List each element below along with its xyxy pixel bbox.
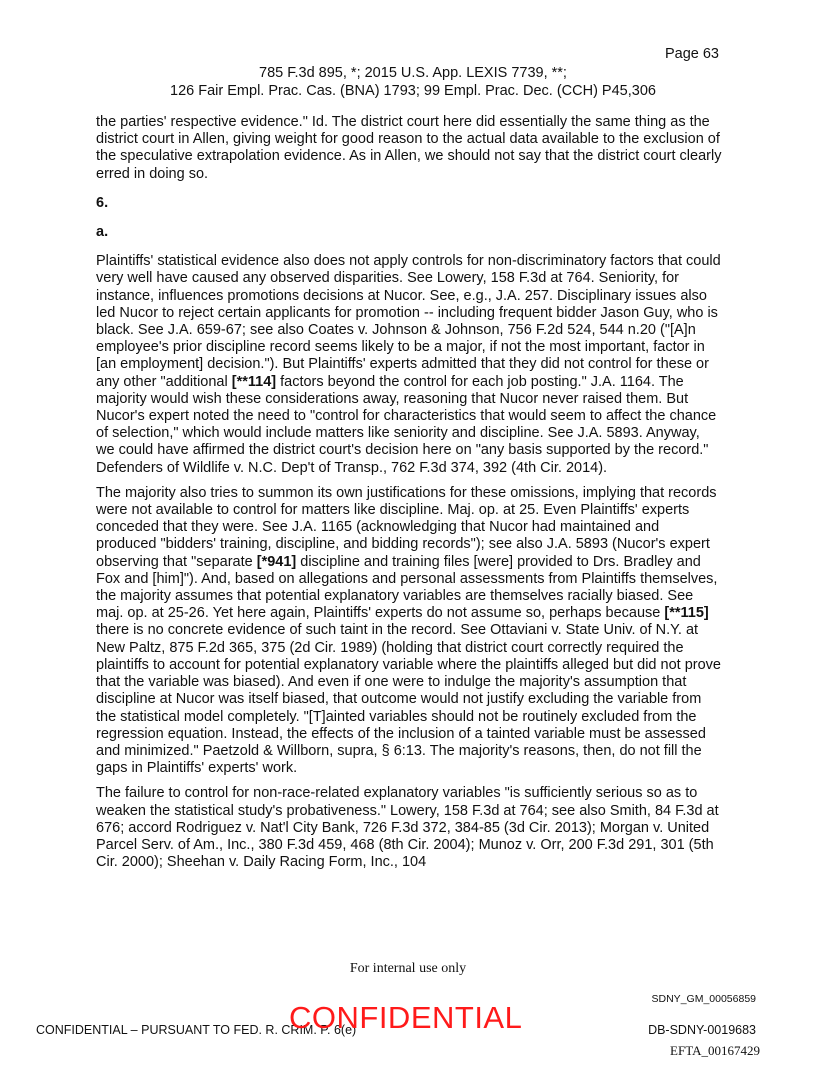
paragraph-text: factors beyond the control for each job posting." J.A. 1164. The majority would wish these considerations away, reasoning that Nucor never raised them. But Nucor's expert noted the need to "control for characteristics that would seem to affect the chance of selection," which would include matters like seniority and discipline. See J.A. 5893. Anyway, we could have affirmed the district court's decision here on "any basis supported by the record." Defenders of Wildlife v. N.C. Dep't of Transp., 762 F.3d 374, 392 (4th Cir. 2014). bbox=[96, 373, 717, 476]
confidential-legend: CONFIDENTIAL – PURSUANT TO FED. R. CRIM. P. 6(e) bbox=[36, 1023, 357, 1037]
section-heading-a: a. bbox=[96, 224, 109, 241]
opinion-body bbox=[96, 114, 722, 879]
efta-number: EFTA_00167429 bbox=[670, 1043, 760, 1058]
paragraph-text: Plaintiffs' statistical evidence also does not apply controls for non-discriminatory factors that could very well have caused any observed disparities. See Lowery, 158 F.3d at 764. Seniority, for instance, influences promotions decisions at Nucor. See, e.g., J.A. 257. Disciplinary issues also led Nucor to reject certain applicants for promotion -- including frequent bidder Jason Guy, who is black. See J.A. 659-67; see also Coates v. Johnson & Johnson, 756 F.2d 524, 544 n.20 ("[A]n employee's prior discipline record seems likely to be a major, if not the most important, factor in [an employment] decision."). But Plaintiffs' experts admitted that they did not control for these or any other "additional bbox=[96, 253, 721, 390]
paragraph-controls bbox=[96, 253, 722, 477]
paragraph-text: discipline and training files [were] provided to Drs. Bradley and Fox and [him]"). And, based on allegations and personal assessments from Plaintiffs themselves, the majority assumes that potential explanatory variables are themselves racially biased. See maj. op. at 25-26. Yet here again, Plaintiffs' experts do not assume so, perhaps because bbox=[96, 553, 718, 622]
paragraph-text: there is no concrete evidence of such taint in the record. See Ottaviani v. State Univ. of N.Y. at New Paltz, 875 F.2d 365, 375 (2d Cir. 1989) (holding that district court correctly required the plaintiffs to account for potential explanatory variable where the plaintiffs alleged but did not prove that the variable was biased). And even if one were to indulge the majority's assumption that discipline at Nucor was itself biased, that outcome would not justify excluding the variable from the statistical model completely. "[T]ainted variables should not be routinely excluded from the regression equation. Instead, the effects of the inclusion of a tainted variable must be assessed and minimized." Paetzold & Willborn, supra, § 6:13. The majority's reasons, then, do not fill the gaps in Plaintiffs' experts' work. bbox=[96, 622, 721, 777]
case-citation bbox=[0, 64, 816, 100]
paragraph-justifications bbox=[96, 485, 722, 777]
citation-line-1: 785 F.3d 895, *; 2015 U.S. App. LEXIS 7739, **; bbox=[259, 65, 567, 81]
paragraph-continuation: the parties' respective evidence." Id. The district court here did essentially the same thing as the district court in Allen, giving weight for good reason to the actual data available to the exclusion of the speculative extrapolation evidence. As in Allen, we should not say that the district court clearly erred in doing so. bbox=[96, 114, 722, 182]
page-marker: [**114] bbox=[231, 373, 277, 390]
paragraph-failure-to-control: The failure to control for non-race-related explanatory variables "is sufficiently serious so as to weaken the statistical study's probativeness." Lowery, 158 F.3d at 764; see also Smith, 84 F.3d at 676; accord Rodriguez v. Nat'l City Bank, 726 F.3d 372, 384-85 (3d Cir. 2013); Morgan v. United Parcel Serv. of Am., Inc., 380 F.3d 459, 468 (8th Cir. 2004); Munoz v. Orr, 200 F.3d 291, 301 (5th Cir. 2000); Sheehan v. Daily Racing Form, Inc., 104 bbox=[96, 785, 719, 871]
page-marker: [**115] bbox=[664, 605, 709, 622]
section-heading-6: 6. bbox=[96, 194, 109, 211]
page-number: Page 63 bbox=[664, 46, 719, 62]
internal-use-note: For internal use only bbox=[349, 961, 467, 976]
confidential-stamp: CONFIDENTIAL bbox=[289, 1000, 523, 1035]
paragraph-text: The majority also tries to summon its own justifications for these omissions, implying that records were not available to control for matters like discipline. Maj. op. at 25. Even Plaintiffs' experts conceded that they were. See J.A. 1165 (acknowledging that Nucor had maintained and produced "bidders' training, discipline, and bidding records"); see also J.A. 5893 (Nucor's expert observing that "separate bbox=[96, 484, 717, 570]
db-sdny-number: DB-SDNY-0019683 bbox=[648, 1023, 756, 1037]
citation-line-2: 126 Fair Empl. Prac. Cas. (BNA) 1793; 99 Empl. Prac. Dec. (CCH) P45,306 bbox=[170, 83, 656, 99]
bates-number: SDNY_GM_00056859 bbox=[651, 993, 756, 1005]
page-marker: [*941] bbox=[256, 553, 297, 570]
